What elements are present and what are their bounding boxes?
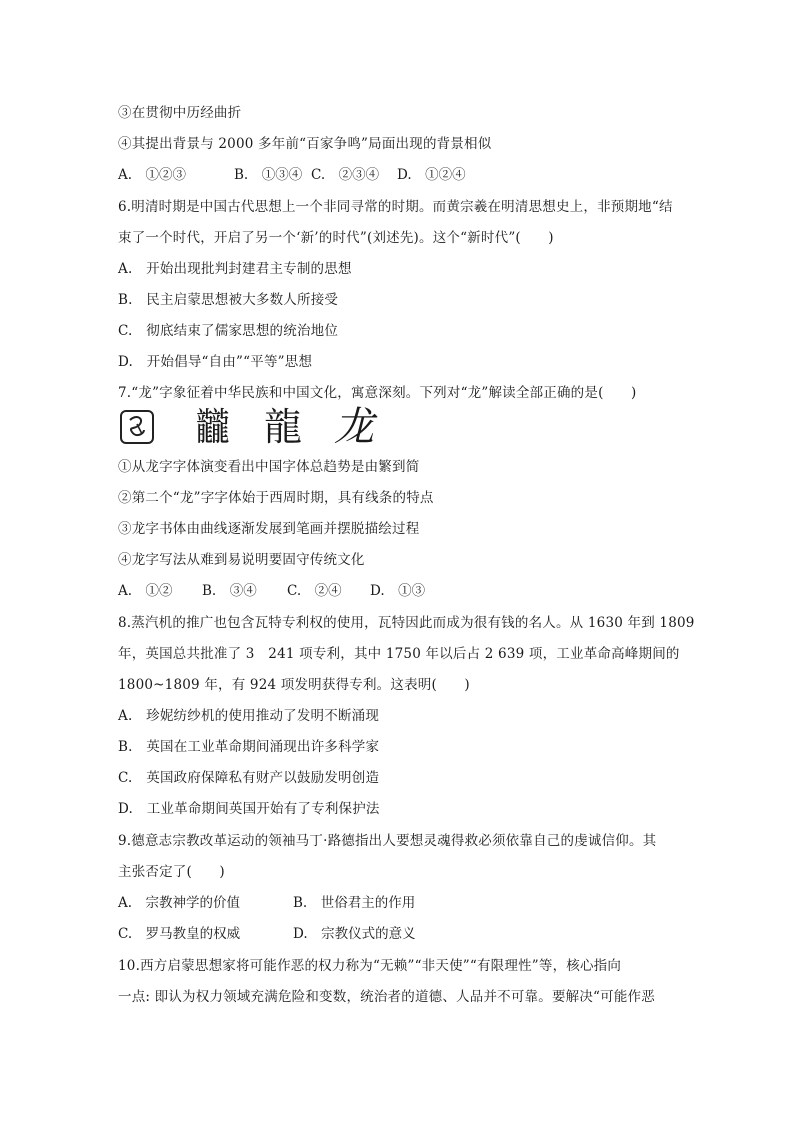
q6-option-c: C. 彻底结束了儒家思想的统治地位 [118, 323, 339, 339]
q7-option-a: A. ①② [118, 583, 173, 599]
traditional-dragon-glyph: 龍 [264, 405, 303, 449]
q5-option-c: C. ②③④ [311, 167, 380, 183]
q7-item-4: ④龙字写法从难到易说明要固守传统文化 [118, 552, 365, 568]
q8-option-d: D. 工业革命期间英国开始有了专利保护法 [118, 801, 380, 817]
q9-option-d: D. 宗教仪式的意义 [293, 926, 416, 942]
q5-option-a: A. ①②③ [118, 167, 187, 183]
bronze-script-dragon-glyph: 龖 [195, 405, 225, 449]
q7-option-d: D. ①③ [370, 583, 426, 599]
q5-option-b: B. ①③④ [234, 167, 303, 183]
q8-stem-line-3: 1800~1809 年，有 924 项发明获得专利。这表明( ) [118, 677, 470, 693]
seal-script-dragon-glyph [120, 410, 154, 444]
q8-option-b: B. 英国在工业革命期间涌现出许多科学家 [118, 739, 380, 755]
q5-option-d: D. ①②④ [397, 167, 466, 183]
q6-option-d: D. 开始倡导“自由”“平等”思想 [118, 354, 313, 370]
q9-stem-line-1: 9.德意志宗教改革运动的领袖马丁·路德指出人要想灵魂得救必须依靠自己的虔诚信仰。其 [118, 833, 657, 849]
q10-stem-line-2: 一点: 即认为权力领域充满危险和变数，统治者的道德、人品并不可靠。要解决“可能作恶 [118, 989, 655, 1005]
q10-stem-line-1: 10.西方启蒙思想家将可能作恶的权力称为“无赖”“非天使”“有限理性”等，核心指向 [118, 958, 622, 974]
q7-item-3: ③龙字书体由曲线逐渐发展到笔画并摆脱描绘过程 [118, 521, 420, 537]
q7-option-b: B. ③④ [202, 583, 257, 599]
q9-option-a: A. 宗教神学的价值 [118, 895, 241, 911]
q7-item-2: ②第二个“龙”字字体始于西周时期，具有线条的特点 [118, 490, 434, 506]
q7-stem: 7.“龙”字象征着中华民族和中国文化，寓意深刻。下列对“龙”解读全部正确的是( ) [118, 385, 637, 401]
q6-stem-line-1: 6.明清时期是中国古代思想上一个非同寻常的时期。而黄宗羲在明清思想史上，非预期地“结 [118, 199, 673, 215]
q8-option-c: C. 英国政府保障私有财产以鼓励发明创造 [118, 770, 380, 786]
q6-option-b: B. 民主启蒙思想被大多数人所接受 [118, 292, 339, 308]
q8-option-a: A. 珍妮纺纱机的使用推动了发明不断涌现 [118, 708, 380, 724]
q5-item-4: ④其提出背景与 2000 多年前“百家争鸣”局面出现的背景相似 [118, 136, 492, 152]
q9-option-c: C. 罗马教皇的权威 [118, 926, 241, 942]
simplified-dragon-glyph: 龙 [334, 404, 374, 450]
q9-stem-line-2: 主张否定了( ) [118, 864, 225, 880]
q5-item-3: ③在贯彻中历经曲折 [118, 105, 242, 121]
dragon-script-evolution-figure [118, 404, 418, 454]
q7-option-c: C. ②④ [287, 583, 342, 599]
q6-option-a: A. 开始出现批判封建君主专制的思想 [118, 261, 352, 277]
q9-option-b: B. 世俗君主的作用 [293, 895, 416, 911]
q6-stem-line-2: 束了一个时代，开启了另一个‘新’的时代”(刘述先)。这个“新时代”( ) [118, 230, 554, 246]
q8-stem-line-2: 年，英国总共批准了 3 241 项专利，其中 1750 年以后占 2 639 项，工业革命高峰期间的 [118, 646, 680, 662]
q8-stem-line-1: 8.蒸汽机的推广也包含瓦特专利权的使用，瓦特因此而成为很有钱的名人。从 1630 年到 1809 [118, 615, 695, 631]
q7-item-1: ①从龙字字体演变看出中国字体总趋势是由繁到简 [118, 459, 420, 475]
